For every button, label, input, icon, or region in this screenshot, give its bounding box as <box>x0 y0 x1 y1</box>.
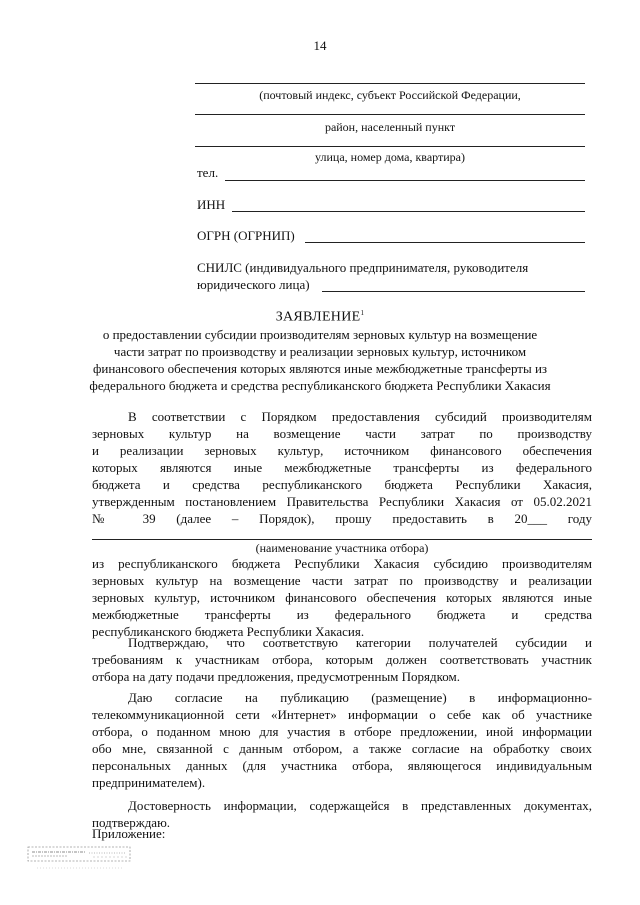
p1-line-6: утвержденным постановлением Правительства Республики Хакасия от 05.02.2021 <box>92 494 592 509</box>
p4-line-2: телекоммуникационной сети «Интернет» информации о себе как об участнике <box>92 707 592 722</box>
address-line-3 <box>195 146 585 147</box>
title-subtitle-2: части затрат по производству и реализации зерновых культур, источником <box>113 344 527 359</box>
p4-line-1: Даю согласие на публикацию (размещение) в информационно- <box>128 690 592 705</box>
address-caption-street: улица, номер дома, квартира) <box>315 150 465 164</box>
title-subtitle-3: финансового обеспечения которых являются иные межбюджетные трансферты из <box>92 361 548 376</box>
address-caption-locality: район, населенный пункт <box>324 120 456 134</box>
participant-caption: (наименование участника отбора) <box>255 541 429 555</box>
title-subtitle-1: о предоставлении субсидии производителям зерновых культур на возмещение <box>102 327 538 342</box>
snils-label-line2: юридического лица) <box>197 277 310 292</box>
p5-line-2: подтверждаю. <box>92 815 171 830</box>
p3-line-1: Подтверждаю, что соответствую категории получателей субсидии и <box>128 635 592 650</box>
p2-line-5: республиканского бюджета Республики Хакасия. <box>92 624 365 639</box>
address-line-1 <box>195 83 585 84</box>
address-caption-region: (почтовый индекс, субъект Российской Федерации, <box>259 88 521 102</box>
document-title <box>0 309 640 326</box>
p2-line-2: зерновых культур на возмещение части затрат по производству и реализации <box>92 573 592 588</box>
participant-name-line[interactable] <box>92 539 592 540</box>
inn-line[interactable] <box>232 211 585 212</box>
attachment-label: Приложение: <box>92 826 166 841</box>
ogrn-label: ОГРН (ОГРНИП) <box>197 228 295 243</box>
p1-line-1: В соответствии с Порядком предоставления субсидий производителям <box>128 409 592 424</box>
snils-label-line1: СНИЛС (индивидуального предпринимателя, руководителя <box>197 260 529 275</box>
registration-stamp-icon <box>27 835 135 873</box>
p4-line-3: отбора, о поданном мною для участия в отборе предложении, иной информации <box>92 724 592 739</box>
footnote-mark: 1 <box>360 309 365 317</box>
p1-line-7: № 39 (далее – Порядок), прошу предоставить в 20___ году <box>92 511 592 526</box>
p2-line-1: из республиканского бюджета Республики Хакасия субсидию производителям <box>92 556 592 571</box>
address-line-2 <box>195 114 585 115</box>
p1-line-5: бюджета и средства республиканского бюджета Республики Хакасия, <box>92 477 592 492</box>
p4-line-5: персональных данных (для участника отбора, являющегося индивидуальным <box>92 758 592 773</box>
page-number: 14 <box>313 38 327 53</box>
title-subtitle-4: федерального бюджета и средства республиканского бюджета Республики Хакасия <box>89 378 551 393</box>
p5-line-1: Достоверность информации, содержащейся в представленных документах, <box>128 798 592 813</box>
title-heading: ЗАЯВЛЕНИЕ <box>275 309 361 325</box>
p2-line-4: межбюджетные трансферты из федерального бюджета и средства <box>92 607 592 622</box>
p2-line-3: зерновых культур, источником финансового обеспечения которых являются иные <box>92 590 592 605</box>
p1-line-3: и реализации зерновых культур, источником финансового обеспечения <box>92 443 592 458</box>
ogrn-line[interactable] <box>305 242 585 243</box>
phone-label: тел. <box>197 165 219 180</box>
p1-line-4: которых являются иные межбюджетные трансферты из федерального <box>92 460 592 475</box>
p4-line-6: предпринимателем). <box>92 775 206 790</box>
p4-line-4: обо мне, связанной с данным отбором, а также согласие на обработку своих <box>92 741 592 756</box>
inn-label: ИНН <box>197 197 226 212</box>
snils-line[interactable] <box>322 291 585 292</box>
p1-line-2: зерновых культур на возмещение части затрат по производству <box>92 426 592 441</box>
p3-line-3: отбора на дату подачи предложения, предусмотренным Порядком. <box>92 669 461 684</box>
p3-line-2: требованиям к участникам отбора, которым должен соответствовать участник <box>92 652 592 667</box>
phone-line[interactable] <box>225 180 585 181</box>
